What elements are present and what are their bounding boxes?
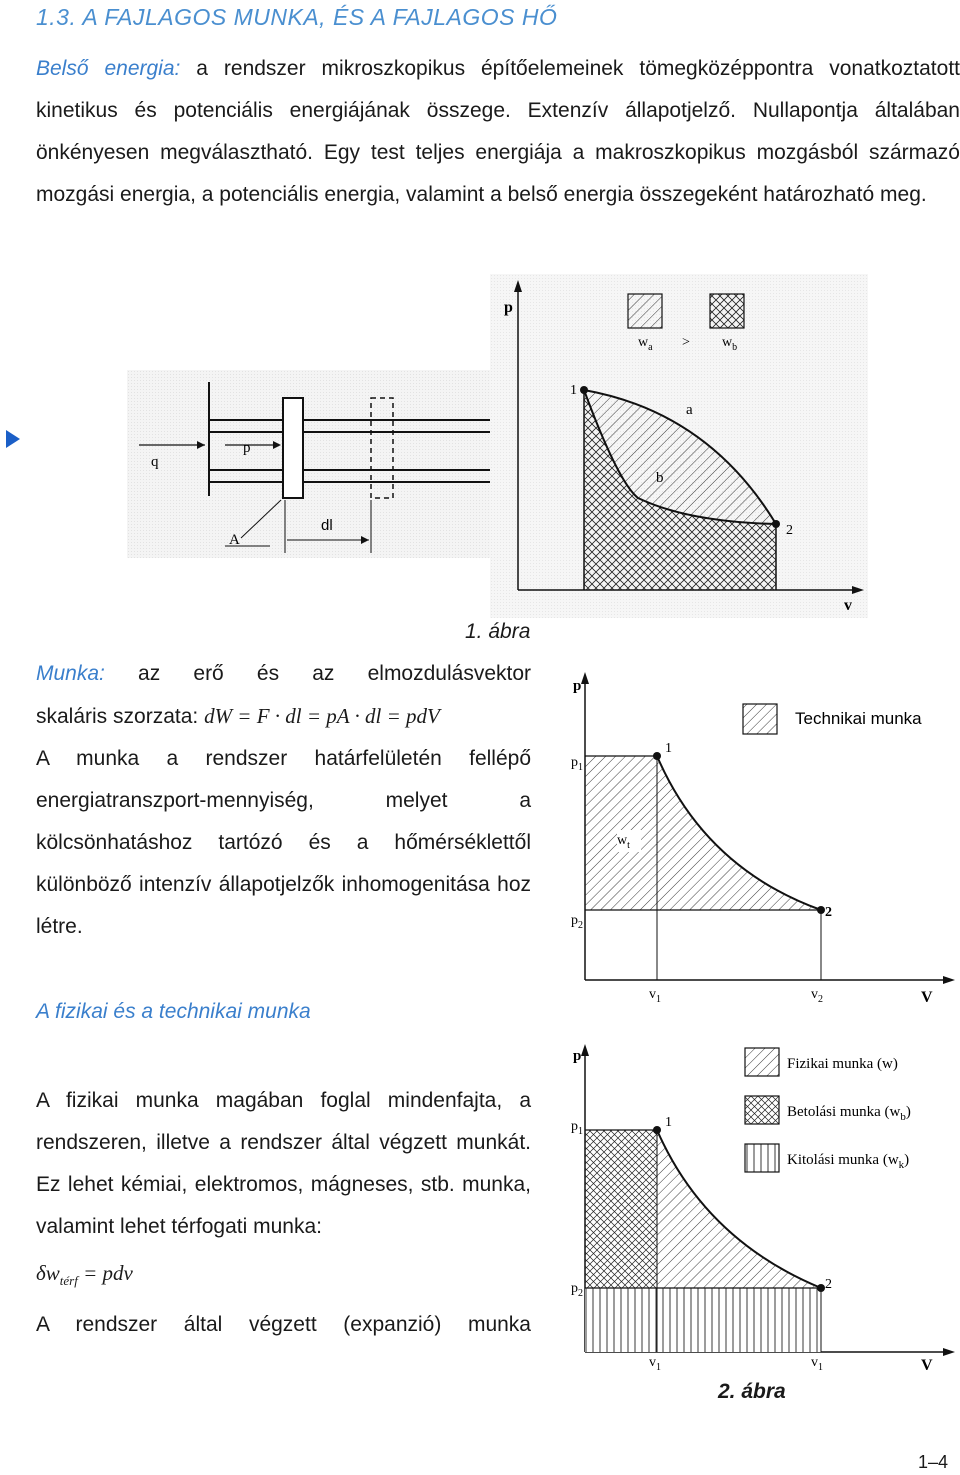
svg-text:Kitolási munka (wk): Kitolási munka $(w_k)$ bbox=[787, 1152, 910, 1171]
svg-text:p2: $p_2$ bbox=[571, 1281, 583, 1299]
axis-V: V bbox=[921, 1357, 933, 1374]
point-1: 1 bbox=[665, 1115, 672, 1130]
axis-p: p bbox=[573, 678, 582, 694]
legend-wa: w bbox=[638, 335, 649, 350]
svg-text:Betolási munka (wb): Betolási munka $(w_b)$ bbox=[787, 1104, 911, 1123]
figure1-caption: 1. ábra bbox=[465, 620, 531, 643]
point-1: 1 bbox=[665, 741, 672, 756]
intro-paragraph bbox=[36, 48, 960, 216]
label-p2: p bbox=[571, 1281, 578, 1296]
legend-technical-work: Technikai munka bbox=[795, 709, 922, 728]
legend-betolasi: Betolási munka (w bbox=[787, 1104, 901, 1120]
svg-text:wa: $w_a$ bbox=[638, 335, 653, 353]
axis-V: V bbox=[921, 989, 933, 1006]
formula-rhs: = pdv bbox=[77, 1261, 133, 1285]
section2-title: A fizikai és a technikai munka bbox=[36, 1000, 311, 1023]
svg-text:v1: $v_1$ bbox=[811, 1355, 823, 1373]
piston-diagram bbox=[125, 368, 495, 560]
label-A: A bbox=[229, 532, 240, 548]
pv-diagram-wa-wb bbox=[488, 272, 870, 620]
section2-paragraph: A fizikai munka magában foglal mindenfajta, a rendszeren, illetve a rendszer által végzett munkát. Ez lehet kémiai, elektromos, mágneses, stb. munka, valamint lehet térfogati munka: $\delta w_{térf}$ = pdv A rendszer által végzett (expanzió) munka bbox=[36, 1080, 531, 1346]
term-belso-energia: Belső energia: bbox=[36, 57, 181, 80]
axis-v: v bbox=[844, 597, 852, 614]
legend-kitolasi: Kitolási munka (w bbox=[787, 1152, 899, 1168]
svg-text:p1: $p_1$ bbox=[571, 1119, 583, 1137]
page-number: 1–4 bbox=[918, 1452, 949, 1472]
figure2-caption: 2. ábra bbox=[718, 1380, 786, 1403]
area-kitolasi bbox=[585, 1288, 821, 1352]
work-definition: A munka a rendszer határfelületén fellépő energiatranszport-mennyiség, melyet a kölcsönhatáshoz tartózó és a hőmérséklettől különböző intenzív állapotjelzők inhomogenitása hoz létre. bbox=[36, 747, 531, 938]
bullet-marker-icon bbox=[4, 428, 22, 450]
label-p: p bbox=[243, 440, 251, 456]
intro-text: a rendszer mikroszkopikus építőelemeinek tömegközéppontra vonatkoztatott kinetikus és potenciális energiájának összege. Extenzív állapotjelző. Nullapontja általában önkényesen megválasztható. Egy test teljes energiája a makroszkopikus mozgásból származó mozgási energia, a potenciális energia, valamint a belső energia összegeként határozható meg. bbox=[36, 57, 960, 206]
svg-text:wb: $w_b$ bbox=[722, 335, 738, 353]
physical-work-text: A fizikai munka magában foglal mindenfajta, a rendszeren, illetve a rendszer által végzett munkát. Ez lehet kémiai, elektromos, mágneses, stb. munka, valamint lehet térfogati munka: bbox=[36, 1089, 531, 1238]
work-paragraph: Munka: az erő és az elmozdulásvektor skaláris szorzata: dW = F · dl = pA · dl = pdV A munka a rendszer határfelületén fellépő energiatranszport-mennyiség, melyet a kölcsönhatáshoz tartózó és a hőmérséklettől különböző intenzív állapotjelzők inhomogenitása hoz létre. bbox=[36, 653, 531, 948]
section-heading bbox=[36, 4, 557, 31]
term-munka: Munka: bbox=[36, 662, 105, 685]
label-p1: p bbox=[571, 755, 578, 770]
point-2: 2 bbox=[825, 905, 832, 920]
point-2: 2 bbox=[786, 523, 793, 538]
label-dl: dl bbox=[321, 517, 333, 534]
point-2: 2 bbox=[825, 1277, 832, 1292]
legend-fizikai: Fizikai munka (w) bbox=[787, 1056, 898, 1072]
axis-p: p bbox=[573, 1048, 582, 1064]
svg-text:p1: $p_1$ bbox=[571, 755, 583, 773]
section-title: A FAJLAGOS MUNKA, ÉS A FAJLAGOS HŐ bbox=[82, 4, 558, 30]
label-v2: v bbox=[811, 987, 818, 1002]
label-q: q bbox=[151, 454, 159, 470]
work-formula: dW = F · dl = pA · dl = pdV bbox=[204, 704, 440, 728]
svg-text:v1: $v_1$ bbox=[649, 987, 661, 1005]
label-wt: w bbox=[617, 833, 628, 848]
expansion-work-text: A rendszer által végzett (expanzió) munka bbox=[36, 1313, 531, 1337]
label-p1: p bbox=[571, 1119, 578, 1134]
figure-background bbox=[127, 370, 493, 558]
label-p2: p bbox=[571, 913, 578, 928]
legend-wb: w bbox=[722, 335, 733, 350]
svg-text:v2: $v_2$ bbox=[811, 987, 823, 1005]
curve-label-b: b bbox=[656, 470, 664, 486]
label-v2: v bbox=[811, 1355, 818, 1370]
svg-text:p2: $p_2$ bbox=[571, 913, 583, 931]
label-v1: v bbox=[649, 987, 656, 1002]
legend-gt: > bbox=[682, 335, 690, 350]
section-number: 1.3. bbox=[36, 4, 77, 30]
svg-text:wt: $w_t$ bbox=[617, 833, 630, 851]
svg-text:v1: $v_1$ bbox=[649, 1355, 661, 1373]
formula-lhs: δw bbox=[36, 1261, 60, 1285]
point-1: 1 bbox=[570, 383, 577, 398]
axis-p: p bbox=[504, 299, 513, 316]
label-v1: v bbox=[649, 1355, 656, 1370]
physical-work-diagram bbox=[555, 1040, 959, 1380]
technical-work-diagram bbox=[555, 668, 959, 1008]
curve-label-a: a bbox=[686, 402, 693, 418]
